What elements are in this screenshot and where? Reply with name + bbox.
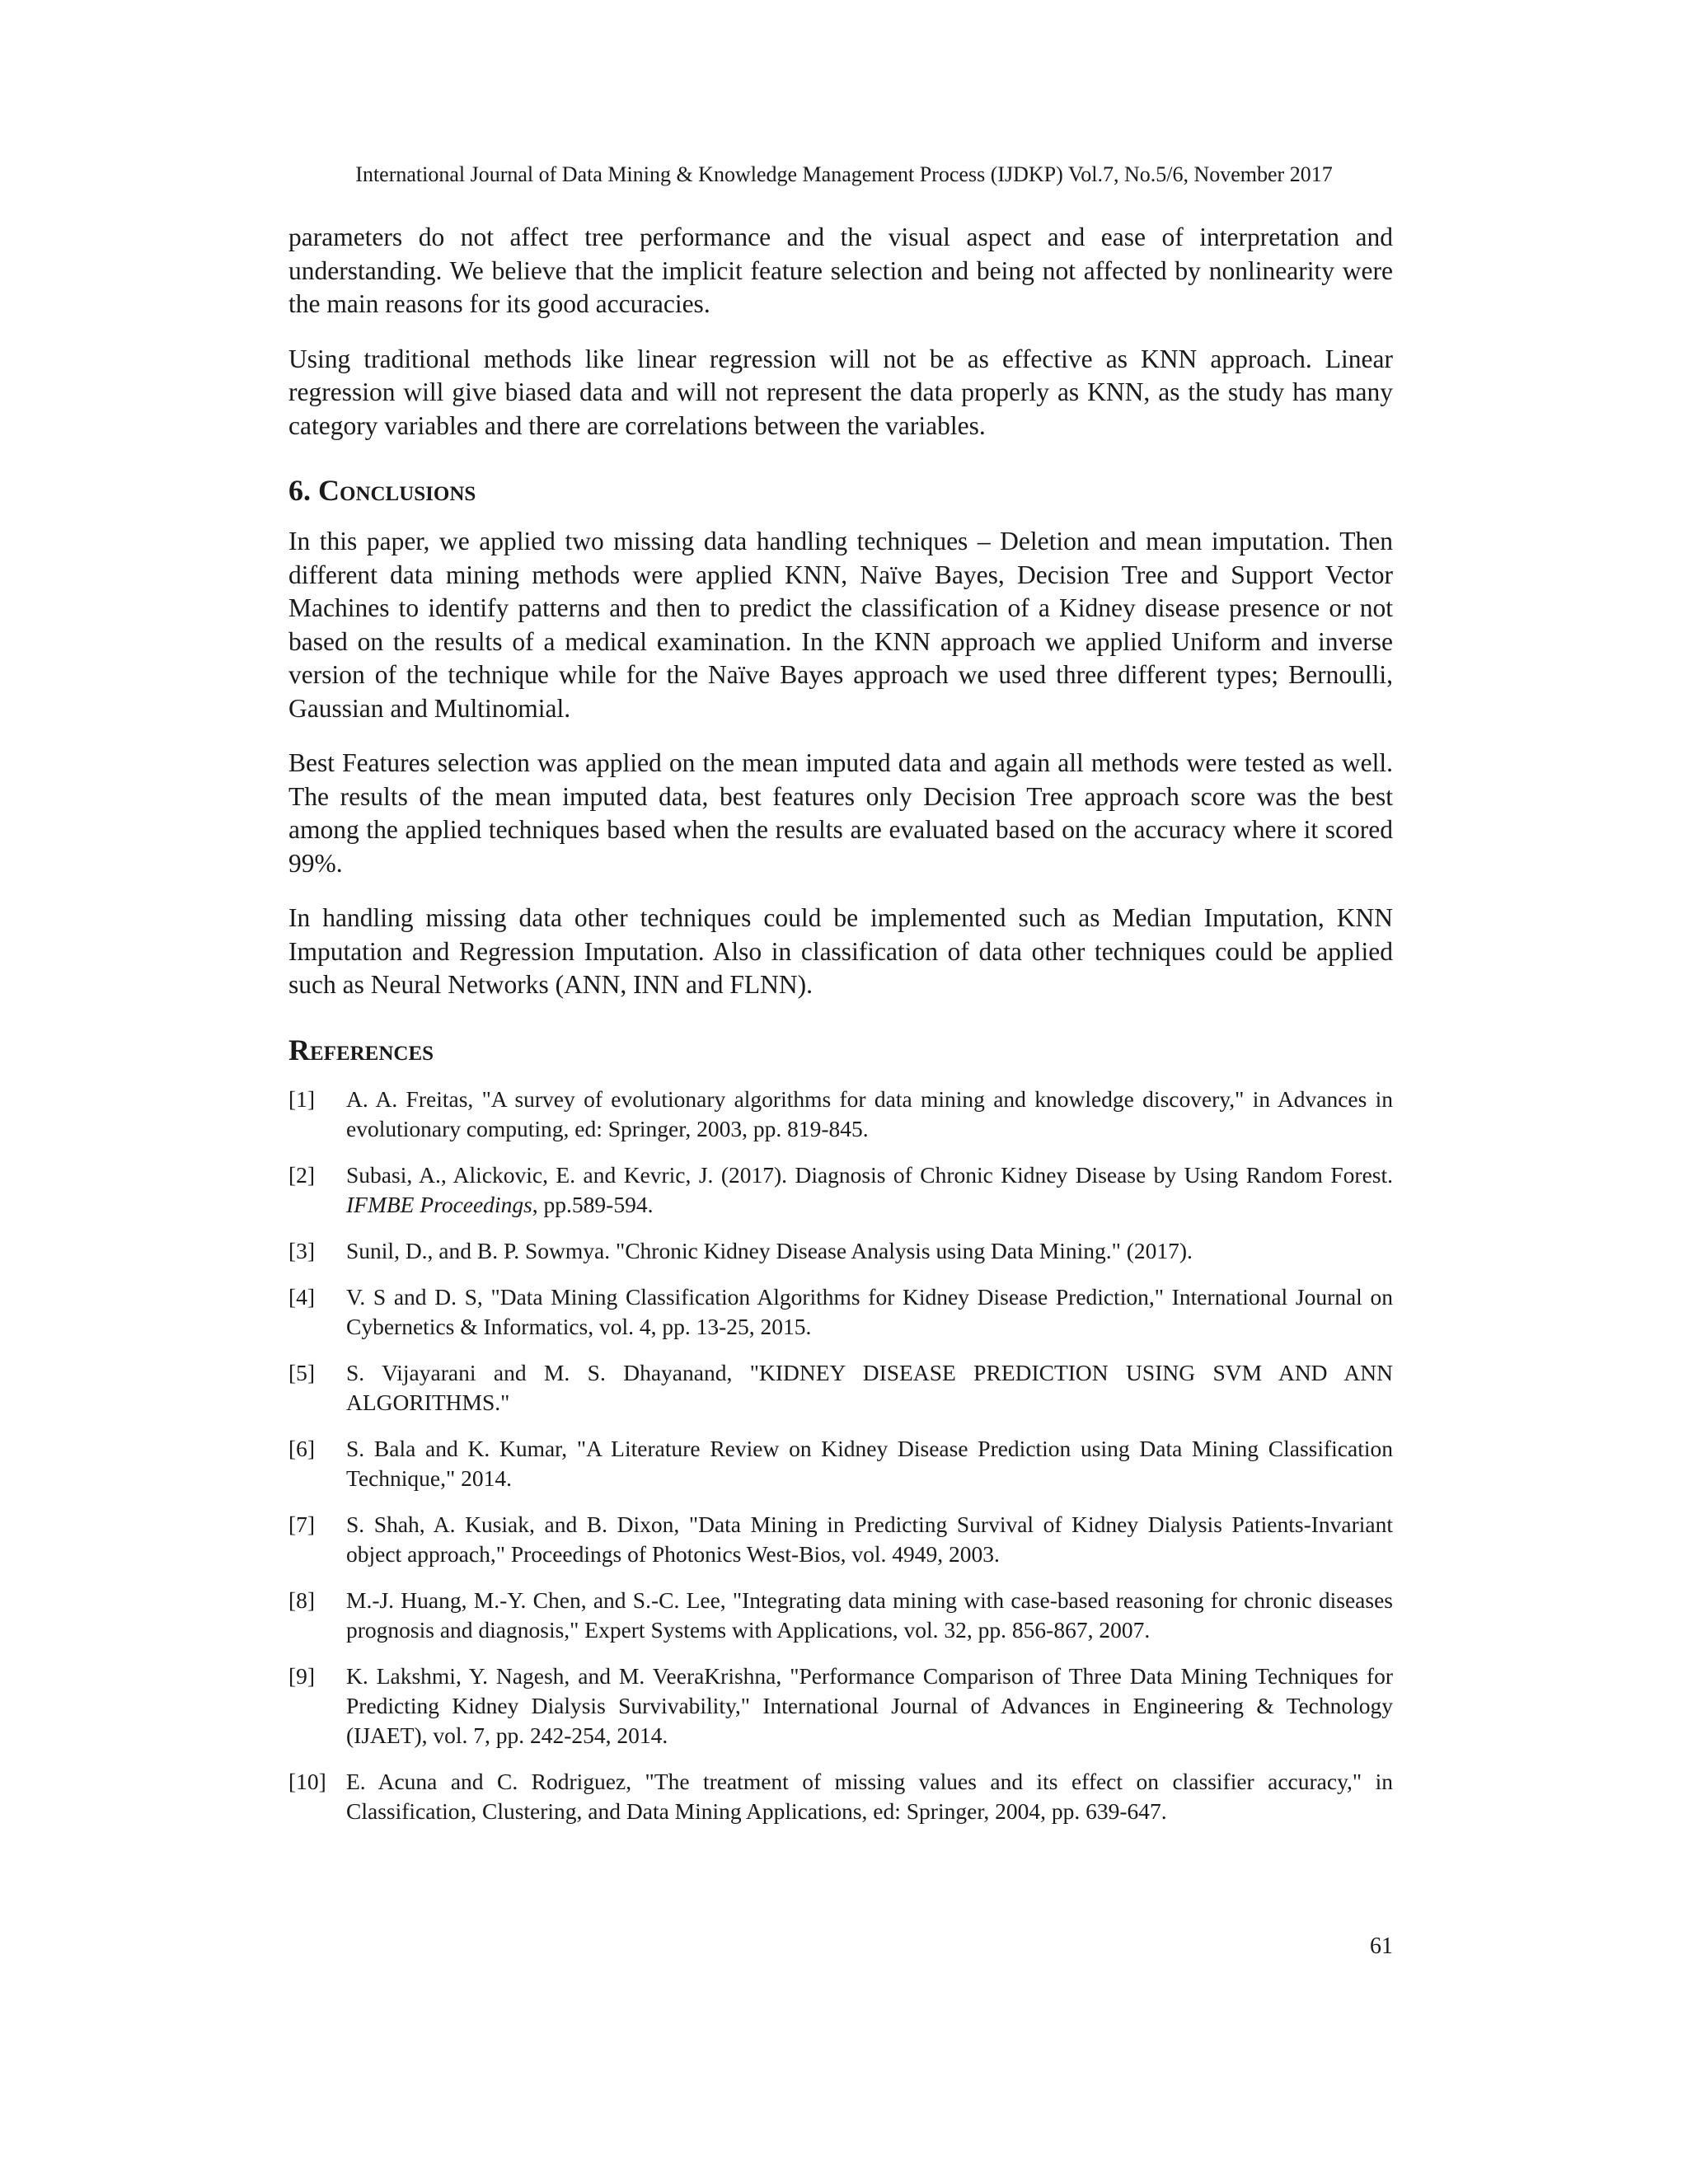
conclusions-paragraph: Best Features selection was applied on the mean imputed data and again all methods were tested as well. The results of the mean imputed data, best features only Decision Tree approach score was the best among the applied techniques based when the results are evaluated based on the accuracy where it scored 99%. <box>288 748 1393 878</box>
reference-number: [5] <box>288 1359 316 1385</box>
reference-text: S. Bala and K. Kumar, "A Literature Review on Kidney Disease Prediction using Data Mining Classification Technique," 2014. <box>346 1435 1393 1491</box>
reference-text: M.-J. Huang, M.-Y. Chen, and S.-C. Lee, "Integrating data mining with case-based reasoning for chronic diseases prognosis and diagnosis," Expert Systems with Applications, vol. 32, pp. 856-867, 2007. <box>346 1586 1393 1643</box>
reference-item <box>288 1282 1393 1342</box>
reference-item <box>288 1586 1393 1645</box>
reference-item <box>288 1510 1393 1569</box>
reference-number: [1] <box>288 1085 316 1112</box>
reference-text <box>346 1160 1393 1220</box>
reference-item <box>288 1236 1393 1266</box>
page-number: 61 <box>1370 1933 1393 1959</box>
section-heading-conclusions: 6. Conclusions <box>288 474 476 507</box>
reference-number: [10] <box>288 1768 326 1794</box>
reference-item <box>288 1358 1393 1418</box>
reference-number: [7] <box>288 1511 316 1537</box>
running-header: International Journal of Data Mining & Knowledge Management Process (IJDKP) Vol.7, No.5/6, November 2017 <box>355 162 1333 186</box>
body-paragraph: parameters do not affect tree performance and the visual aspect and ease of interpretation and understanding. We believe that the implicit feature selection and being not affected by nonlinearity were the main reasons for its good accuracies. <box>288 223 1393 318</box>
reference-journal-italic: IFMBE Proceedings <box>346 1191 532 1217</box>
reference-number: [9] <box>288 1662 316 1689</box>
reference-text: A. A. Freitas, "A survey of evolutionary algorithms for data mining and knowledge discovery," in Advances in evolutionary computing, ed: Springer, 2003, pp. 819-845. <box>346 1085 1393 1141</box>
reference-number: [3] <box>288 1237 316 1263</box>
reference-list <box>288 1085 1393 1826</box>
reference-text: S. Vijayarani and M. S. Dhayanand, "KIDNEY DISEASE PREDICTION USING SVM AND ANN ALGORITHMS." <box>346 1359 1393 1415</box>
reference-number: [4] <box>288 1283 316 1310</box>
reference-number: [8] <box>288 1586 316 1613</box>
reference-text: K. Lakshmi, Y. Nagesh, and M. VeeraKrishna, "Performance Comparison of Three Data Mining Techniques for Predicting Kidney Dialysis Survivability," International Journal of Advances in Engineering & Technology (IJAET), vol. 7, pp. 242-254, 2014. <box>346 1662 1393 1748</box>
reference-item <box>288 1160 1393 1220</box>
reference-text-part: , pp.589-594. <box>532 1191 654 1217</box>
reference-number: [6] <box>288 1435 316 1461</box>
reference-number: [2] <box>288 1161 316 1188</box>
reference-text: V. S and D. S, "Data Mining Classification Algorithms for Kidney Disease Prediction," International Journal on Cybernetics & Informatics, vol. 4, pp. 13-25, 2015. <box>346 1283 1393 1339</box>
conclusions-paragraph: In handling missing data other techniques could be implemented such as Median Imputation, KNN Imputation and Regression Imputation. Also in classification of data other techniques could be applied such as Neural Networks (ANN, INN and FLNN). <box>288 903 1393 999</box>
reference-text-part: Subasi, A., Alickovic, E. and Kevric, J. (2017). Diagnosis of Chronic Kidney Disease by Using Random Forest. <box>346 1161 1393 1188</box>
body-paragraph: Using traditional methods like linear regression will not be as effective as KNN approach. Linear regression will give biased data and will not represent the data properly as KNN, as the study has many category variables and there are correlations between the variables. <box>288 344 1393 440</box>
reference-text: S. Shah, A. Kusiak, and B. Dixon, "Data Mining in Predicting Survival of Kidney Dialysis Patients-Invariant object approach," Proceedings of Photonics West-Bios, vol. 4949, 2003. <box>346 1511 1393 1567</box>
reference-text: E. Acuna and C. Rodriguez, "The treatment of missing values and its effect on classifier accuracy," in Classification, Clustering, and Data Mining Applications, ed: Springer, 2004, pp. 639-647. <box>346 1768 1393 1824</box>
conclusions-paragraph: In this paper, we applied two missing data handling techniques – Deletion and mean imputation. Then different data mining methods were applied KNN, Naïve Bayes, Decision Tree and Support Vector Machines to identify patterns and then to predict the classification of a Kidney disease presence or not based on the results of a medical examination. In the KNN approach we applied Uniform and inverse version of the technique while for the Naïve Bayes approach we used three different types; Bernoulli, Gaussian and Multinomial. <box>288 527 1393 723</box>
reference-text: Sunil, D., and B. P. Sowmya. "Chronic Kidney Disease Analysis using Data Mining." (2017). <box>346 1237 1193 1263</box>
page-content <box>288 221 1393 1843</box>
reference-item <box>288 1085 1393 1144</box>
reference-item <box>288 1661 1393 1750</box>
section-heading-references: References <box>288 1033 434 1066</box>
reference-item <box>288 1434 1393 1493</box>
reference-item <box>288 1767 1393 1826</box>
